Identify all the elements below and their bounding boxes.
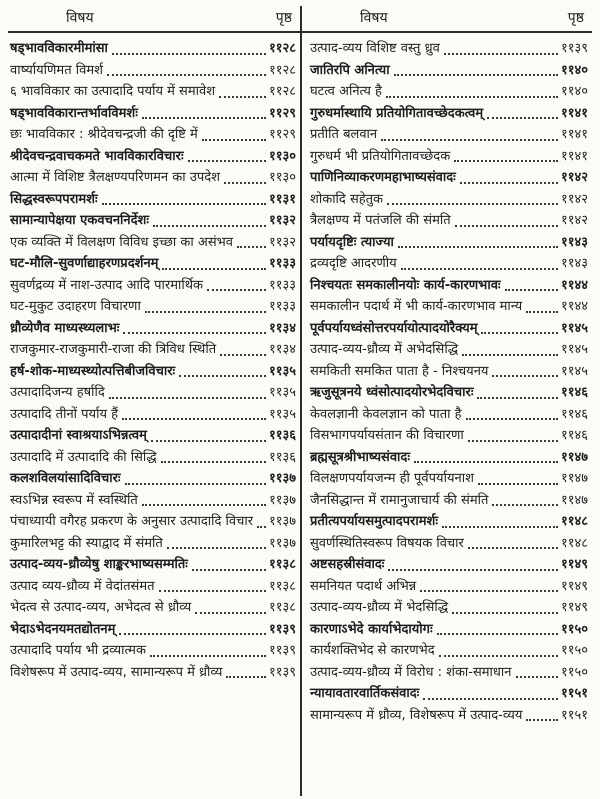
leader-dots-icon xyxy=(442,526,558,528)
toc-entry xyxy=(10,555,296,575)
toc-entry-page: ११४९ xyxy=(560,557,588,572)
toc-entry xyxy=(10,383,296,403)
toc-entry xyxy=(310,233,588,253)
toc-entry-title: समनियत पदार्थ अभिन्न xyxy=(310,578,417,594)
toc-entry-page: ११४३ xyxy=(560,256,588,271)
toc-entry-title: कार्यशक्तिभेद से कारणभेद xyxy=(310,643,435,658)
leader-dots-icon xyxy=(439,655,558,657)
toc-entry xyxy=(310,426,588,446)
toc-entry-title: भेदत्व से उत्पाद-व्यय, अभेदत्व से ध्रौव्य xyxy=(10,600,192,615)
toc-entry xyxy=(310,706,588,726)
leader-dots-icon xyxy=(107,74,266,76)
toc-entry xyxy=(10,125,296,145)
toc-entry-title: जातिरपि अनित्या xyxy=(310,62,390,78)
leader-dots-icon xyxy=(257,526,266,528)
toc-entry xyxy=(10,168,296,188)
leader-dots-icon xyxy=(162,268,266,270)
toc-columns xyxy=(8,33,592,796)
toc-entry-page: ११४६ xyxy=(560,406,588,422)
leader-dots-icon xyxy=(394,74,558,76)
toc-entry xyxy=(310,125,588,145)
toc-entry-page: ११३० xyxy=(268,170,296,185)
leader-dots-icon xyxy=(487,117,558,119)
toc-entry xyxy=(310,555,588,575)
topic-header-label: विषय xyxy=(360,10,388,26)
toc-entry xyxy=(10,297,296,317)
toc-entry xyxy=(310,577,588,597)
leader-dots-icon xyxy=(468,547,558,549)
toc-entry-title: समकिती समकित पाता है - निश्चयनय xyxy=(310,363,489,379)
toc-entry xyxy=(10,82,296,102)
toc-entry-title: न्यायावतारवार्तिकसंवादः xyxy=(310,686,420,701)
toc-entry-title: उत्पादादिजन्य हर्षादि xyxy=(10,385,105,400)
leader-dots-icon xyxy=(109,397,266,399)
toc-entry-page: ११३३ xyxy=(268,256,296,271)
leader-dots-icon xyxy=(398,246,558,248)
toc-entry xyxy=(310,104,588,124)
toc-entry-page: ११३९ xyxy=(268,664,296,680)
toc-entry xyxy=(310,190,588,210)
toc-entry xyxy=(310,276,588,296)
toc-entry xyxy=(310,39,588,59)
toc-entry xyxy=(310,61,588,81)
toc-entry-title: उत्पादादीनां स्वाश्रयाऽभिन्नत्वम् xyxy=(10,428,147,443)
toc-entry-page: ११४९ xyxy=(560,578,588,594)
toc-entry-title: ब्रह्मसूत्रश्रीभाष्यसंवादः xyxy=(310,449,410,465)
toc-entry-page: ११४२ xyxy=(560,191,588,207)
leader-dots-icon xyxy=(462,354,558,356)
toc-entry-page: ११३५ xyxy=(268,406,296,422)
toc-column-right xyxy=(300,33,592,796)
leader-dots-icon xyxy=(386,96,558,98)
toc-header-left xyxy=(8,6,300,31)
toc-entry-title: पूर्वपर्यायध्वंसोत्तरपर्यायोत्पादयोरैक्यम् xyxy=(310,320,478,336)
toc-entry-page: ११३५ xyxy=(268,385,296,400)
toc-entry-title: हर्ष-शोक-माध्यस्थ्योत्पत्तिबीजविचारः xyxy=(10,363,176,379)
leader-dots-icon xyxy=(454,160,558,162)
toc-entry-title: उत्पाद-व्यय विशिष्ट वस्तु ध्रुव xyxy=(310,41,440,56)
toc-entry-page: ११३७ xyxy=(268,471,296,486)
toc-entry-page: ११५० xyxy=(560,643,588,658)
toc-entry-page: ११४४ xyxy=(560,299,588,314)
toc-entry-page: ११४७ xyxy=(560,471,588,486)
toc-entry-title: वार्ष्यायणिमत विमर्श xyxy=(10,62,103,78)
toc-entry-page: ११३० xyxy=(268,148,296,164)
toc-entry-page: ११३९ xyxy=(268,643,296,658)
toc-entry xyxy=(10,491,296,511)
toc-entry-page: ११४१ xyxy=(560,105,588,121)
toc-entry-title: गुरुधर्म भी प्रतियोगितावच्छेदक xyxy=(310,148,451,164)
toc-entry xyxy=(10,190,296,210)
toc-entry xyxy=(10,469,296,489)
toc-entry-title: सामान्यापेक्षया एकवचननिर्देशः xyxy=(10,213,149,228)
leader-dots-icon xyxy=(224,182,266,184)
toc-entry-page: ११३७ xyxy=(268,535,296,551)
leader-dots-icon xyxy=(468,440,558,442)
toc-entry xyxy=(10,534,296,554)
toc-entry xyxy=(10,276,296,296)
toc-entry-page: ११३८ xyxy=(268,578,296,594)
toc-column-left xyxy=(8,33,300,796)
leader-dots-icon xyxy=(112,53,266,55)
toc-entry xyxy=(10,340,296,360)
toc-header-right xyxy=(300,6,592,31)
toc-entry-page: ११४२ xyxy=(560,213,588,228)
page-header-label: पृष्ठ xyxy=(567,10,584,26)
leader-dots-icon xyxy=(159,590,266,592)
leader-dots-icon xyxy=(516,676,558,678)
toc-entry xyxy=(10,254,296,274)
leader-dots-icon xyxy=(195,612,266,614)
toc-entry-title: विसभागपर्यायसंतान की विचारणा xyxy=(310,428,464,443)
toc-entry-page: ११४६ xyxy=(560,385,588,400)
toc-entry xyxy=(310,405,588,425)
toc-entry-title: श्रीदेवचन्द्रवाचकमते भावविकारविचारः xyxy=(10,148,184,164)
toc-entry-page: ११३६ xyxy=(268,428,296,443)
toc-entry-page: ११३४ xyxy=(268,342,296,357)
toc-entry xyxy=(310,147,588,167)
leader-dots-icon xyxy=(145,311,266,313)
toc-entry xyxy=(10,39,296,59)
toc-entry xyxy=(310,383,588,403)
leader-dots-icon xyxy=(161,461,266,463)
toc-entry-page: ११३७ xyxy=(268,514,296,529)
leader-dots-icon xyxy=(401,268,558,270)
toc-entry-title: ऋजुसूत्रनये ध्वंसोत्पादयोरभेदविचारः xyxy=(310,385,474,400)
toc-entry-page: ११३८ xyxy=(268,600,296,615)
toc-entry-page: ११३२ xyxy=(268,234,296,250)
leader-dots-icon xyxy=(387,203,558,205)
leader-dots-icon xyxy=(123,332,266,334)
toc-entry-title: घट-मुकुट उदाहरण विचारणा xyxy=(10,299,141,314)
toc-entry-page: ११३९ xyxy=(268,621,296,637)
leader-dots-icon xyxy=(505,289,558,291)
toc-entry-page: ११२८ xyxy=(268,84,296,99)
toc-entry-title: विशेषरूप में उत्पाद-व्यय, सामान्यरूप में ध्रौव्य xyxy=(10,664,223,680)
leader-dots-icon xyxy=(477,397,558,399)
leader-dots-icon xyxy=(151,440,266,442)
toc-entry xyxy=(310,598,588,618)
toc-entry xyxy=(310,362,588,382)
toc-entry-title: उत्पादादि तीनों पर्याय हैं xyxy=(10,406,119,422)
toc-entry xyxy=(310,319,588,339)
toc-entry-page: ११३९ xyxy=(560,41,588,56)
toc-entry-title: उत्पाद व्यय-ध्रौव्य में वेदांतसंमत xyxy=(10,578,155,594)
toc-entry-title: द्रव्यदृष्टि आदरणीय xyxy=(310,256,397,271)
toc-entry-title: घटत्व अनित्य है xyxy=(310,84,382,99)
toc-entry-page: ११२८ xyxy=(268,62,296,78)
toc-entry xyxy=(310,297,588,317)
toc-entry-title: उत्पाद-व्यय-ध्रौव्येषु शाङ्करभाष्यसम्मतिः xyxy=(10,557,188,572)
toc-entry xyxy=(10,147,296,167)
toc-entry-title: निश्चयतः समकालीनयोः कार्य-कारणभावः xyxy=(310,277,501,293)
toc-entry-page: ११४० xyxy=(560,84,588,99)
toc-entry-title: पंचाध्यायी वगैरह प्रकरण के अनुसार उत्पादादि विचार xyxy=(10,514,254,529)
leader-dots-icon xyxy=(388,569,558,571)
toc-entry xyxy=(10,663,296,683)
toc-entry-page: ११४२ xyxy=(560,170,588,185)
toc-entry xyxy=(10,577,296,597)
leader-dots-icon xyxy=(460,182,558,184)
toc-entry-page: ११४१ xyxy=(560,148,588,164)
leader-dots-icon xyxy=(150,655,266,657)
toc-entry-title: स्वऽभिन्न स्वरूप में स्वस्थिति xyxy=(10,492,138,508)
toc-entry-page: ११४९ xyxy=(560,600,588,615)
toc-entry xyxy=(310,620,588,640)
leader-dots-icon xyxy=(444,53,558,55)
toc-entry-page: ११४८ xyxy=(560,535,588,551)
leader-dots-icon xyxy=(153,225,266,227)
toc-entry xyxy=(10,598,296,618)
leader-dots-icon xyxy=(102,203,266,205)
toc-entry-title: कारणाऽभेदे कार्याभेदायोगः xyxy=(310,621,433,637)
leader-dots-icon xyxy=(188,160,266,162)
toc-entry-title: त्रैलक्षण्य में पतंजलि की संमति xyxy=(310,213,451,228)
toc-entry-title: सुवर्णद्रव्य में नाश-उत्पाद आदि पारमार्थिक xyxy=(10,277,204,293)
toc-entry-title: पाणिनिव्याकरणमहाभाष्यसंवादः xyxy=(310,170,456,185)
toc-entry-page: ११४७ xyxy=(560,449,588,465)
toc-entry-title: उत्पाद-व्यय-ध्रौव्य में अभेदसिद्धि xyxy=(310,342,459,357)
toc-entry-title: सुवर्णस्थितिस्वरूप विषयक विचार xyxy=(310,535,464,551)
toc-entry-title: पर्यायदृष्टिः त्याज्या xyxy=(310,234,394,250)
leader-dots-icon xyxy=(481,332,557,334)
leader-dots-icon xyxy=(492,375,557,377)
leader-dots-icon xyxy=(381,139,558,141)
toc-entry-page: ११४५ xyxy=(560,320,588,336)
toc-entry xyxy=(310,641,588,661)
toc-entry xyxy=(310,82,588,102)
toc-entry-page: ११५० xyxy=(560,621,588,637)
toc-entry-page: ११४५ xyxy=(560,363,588,379)
toc-entry-title: कुमारिलभट्ट की स्याद्वाद में संमति xyxy=(10,535,163,551)
toc-entry-page: ११५१ xyxy=(560,686,588,701)
toc-entry-page: ११४१ xyxy=(560,127,588,142)
toc-entry xyxy=(310,254,588,274)
toc-entry-title: ६ भावविकार का उत्पादादि पर्याय में समावेश xyxy=(10,84,216,99)
toc-entry xyxy=(310,340,588,360)
toc-entry-title: भेदाऽभेदनयमतद्योतनम् xyxy=(10,621,116,637)
toc-entry-page: ११३३ xyxy=(268,299,296,314)
toc-entry xyxy=(310,512,588,532)
toc-entry xyxy=(310,491,588,511)
leader-dots-icon xyxy=(207,289,266,291)
toc-entry-page: ११३८ xyxy=(268,557,296,572)
toc-entry-title: प्रतीत्यपर्यायसमुत्पादपरामर्शः xyxy=(310,514,438,529)
toc-entry xyxy=(310,663,588,683)
toc-entry-page: ११४५ xyxy=(560,342,588,357)
toc-entry-title: प्रतीति बलवान xyxy=(310,127,378,142)
toc-entry xyxy=(10,233,296,253)
toc-entry-page: ११४७ xyxy=(560,492,588,508)
leader-dots-icon xyxy=(122,418,266,420)
toc-entry-title: केवलज्ञानी केवलज्ञान को पाता है xyxy=(310,406,462,422)
toc-entry-title: ध्रौव्येणैव माध्यस्थ्यलाभः xyxy=(10,320,120,336)
toc-entry-page: ११२९ xyxy=(268,105,296,121)
toc-entry-title: सिद्धस्वरूपपरामर्शः xyxy=(10,191,98,207)
toc-entry xyxy=(10,512,296,532)
toc-entry-title: एक व्यक्ति में विलक्षण विविध इच्छा का असंभव xyxy=(10,234,234,250)
toc-entry xyxy=(10,405,296,425)
leader-dots-icon xyxy=(437,633,558,635)
toc-entry-page: ११३७ xyxy=(268,492,296,508)
toc-entry-page: ११३३ xyxy=(268,277,296,293)
toc-entry xyxy=(10,319,296,339)
toc-entry xyxy=(310,684,588,704)
toc-entry-title: आत्मा में विशिष्ट त्रैलक्षण्यपरिणमन का उपदेश xyxy=(10,170,220,185)
toc-entry-title: घट-मौलि-सुवर्णाद्याहरणप्रदर्शनम् xyxy=(10,256,159,271)
leader-dots-icon xyxy=(237,246,266,248)
toc-entry xyxy=(10,211,296,231)
toc-entry-title: शोकादि सहेतुक xyxy=(310,191,384,207)
toc-entry-title: उत्पादादि पर्याय भी द्रव्यात्मक xyxy=(10,643,146,658)
toc-entry-page: ११४८ xyxy=(560,514,588,529)
toc-entry-page: ११३२ xyxy=(268,213,296,228)
leader-dots-icon xyxy=(526,311,558,313)
leader-dots-icon xyxy=(423,698,558,700)
toc-entry-page: ११५१ xyxy=(560,707,588,723)
toc-entry-title: कलशविलयांसादिविचारः xyxy=(10,471,121,486)
leader-dots-icon xyxy=(179,375,266,377)
toc-entry-page: ११४६ xyxy=(560,428,588,443)
page-header-label: पृष्ठ xyxy=(275,10,292,26)
toc-entry xyxy=(10,426,296,446)
toc-entry-page: ११४४ xyxy=(560,277,588,293)
toc-entry-page: ११४० xyxy=(560,62,588,78)
toc-entry xyxy=(310,168,588,188)
leader-dots-icon xyxy=(226,676,266,678)
toc-entry-title: षड्भावविकारमीमांसा xyxy=(10,41,108,56)
toc-entry-page: ११२८ xyxy=(268,41,296,56)
toc-entry-title: गुरुधर्मास्थायि प्रतियोगितावच्छेदकत्वम् xyxy=(310,105,484,121)
toc-entry-title: अष्टसहस्रीसंवादः xyxy=(310,557,385,572)
leader-dots-icon xyxy=(414,461,558,463)
leader-dots-icon xyxy=(492,504,558,506)
toc-entry-page: ११२९ xyxy=(268,127,296,142)
toc-entry-title: जैनसिद्धान्त में रामानुजाचार्य की संमति xyxy=(310,492,489,508)
toc-entry-page: ११३४ xyxy=(268,320,296,336)
leader-dots-icon xyxy=(119,633,266,635)
toc-entry xyxy=(10,448,296,468)
toc-entry-title: छः भावविकार : श्रीदेवचन्द्रजी की दृष्टि में xyxy=(10,127,198,142)
toc-header-row xyxy=(8,6,592,33)
toc-entry xyxy=(10,362,296,382)
toc-entry-title: विलक्षणपर्यायजन्म ही पूर्वपर्यायनाश xyxy=(310,471,474,486)
leader-dots-icon xyxy=(167,547,266,549)
toc-entry-page: ११४३ xyxy=(560,234,588,250)
leader-dots-icon xyxy=(420,590,558,592)
toc-entry xyxy=(10,641,296,661)
leader-dots-icon xyxy=(192,569,266,571)
leader-dots-icon xyxy=(219,96,266,98)
leader-dots-icon xyxy=(455,225,558,227)
toc-entry-title: षड्भावविकारान्तर्भावविमर्शः xyxy=(10,105,138,121)
leader-dots-icon xyxy=(202,139,266,141)
toc-entry-title: समकालीन पदार्थ में भी कार्य-कारणभाव मान्य xyxy=(310,299,523,314)
toc-entry xyxy=(310,534,588,554)
leader-dots-icon xyxy=(125,483,266,485)
leader-dots-icon xyxy=(526,719,558,721)
toc-entry-title: उत्पाद-व्यय-ध्रौव्य में विरोध : शंका-समाधान xyxy=(310,664,512,680)
toc-entry-title: राजकुमार-राजकुमारी-राजा की त्रिविध स्थिति xyxy=(10,342,217,357)
toc-entry-title: सामान्यरूप में ध्रौव्य, विशेषरूप में उत्पाद-व्यय xyxy=(310,707,523,723)
toc-entry xyxy=(10,104,296,124)
leader-dots-icon xyxy=(478,483,558,485)
leader-dots-icon xyxy=(142,117,266,119)
leader-dots-icon xyxy=(220,354,266,356)
toc-entry-title: उत्पादादि में उत्पादादि की सिद्धि xyxy=(10,449,157,465)
topic-header-label: विषय xyxy=(66,10,94,26)
toc-entry-page: ११३६ xyxy=(268,449,296,465)
leader-dots-icon xyxy=(142,504,266,506)
toc-entry-title: उत्पाद-व्यय-ध्रौव्य में भेदसिद्धि xyxy=(310,600,449,615)
toc-entry-page: ११५० xyxy=(560,664,588,680)
toc-entry-page: ११३५ xyxy=(268,363,296,379)
toc-entry xyxy=(310,211,588,231)
toc-entry xyxy=(10,620,296,640)
leader-dots-icon xyxy=(452,612,558,614)
toc-entry xyxy=(10,61,296,81)
leader-dots-icon xyxy=(466,418,558,420)
toc-entry xyxy=(310,469,588,489)
toc-entry-page: ११३१ xyxy=(268,191,296,207)
toc-entry xyxy=(310,448,588,468)
